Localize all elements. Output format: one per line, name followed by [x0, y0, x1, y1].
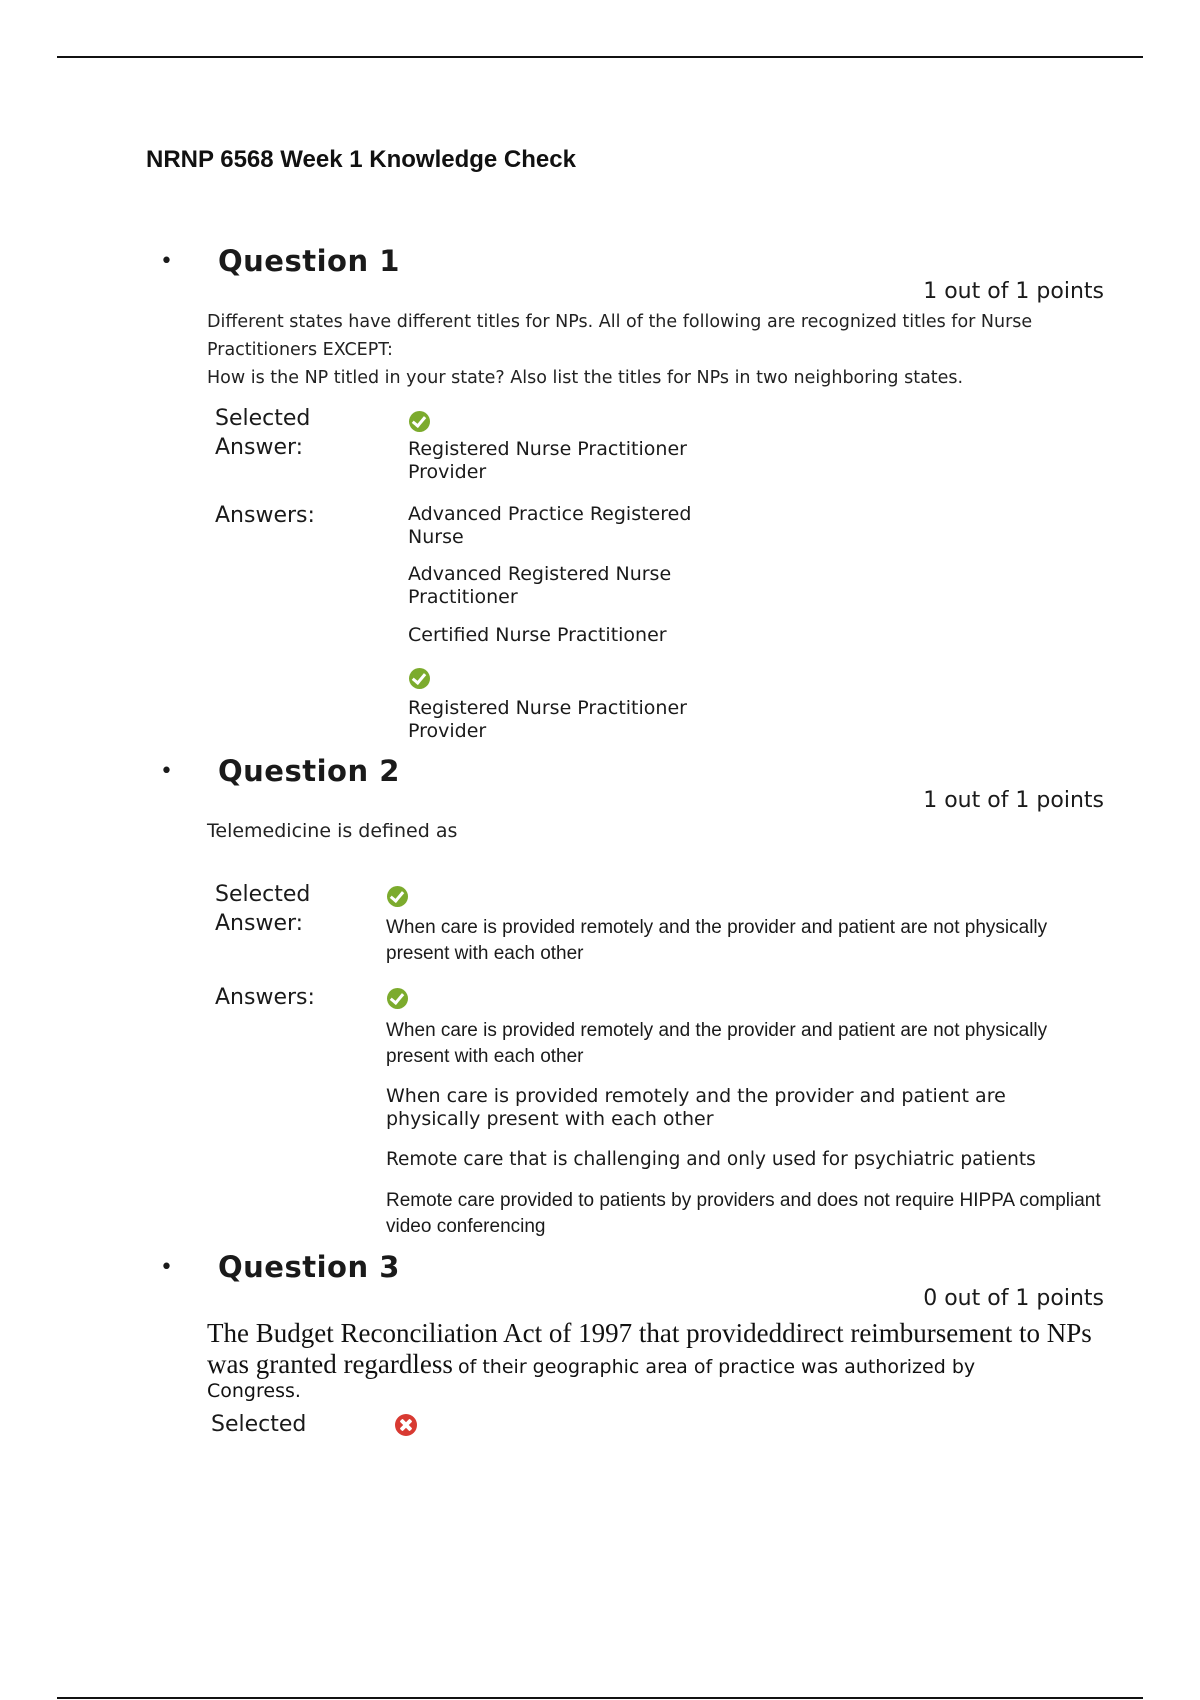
answer-option: Remote care provided to patients by providers and does not require HIPPA compliant video conferencing	[386, 1190, 1101, 1237]
question-2-prompt: Telemedicine is defined as	[207, 820, 458, 842]
check-circle-icon	[387, 988, 408, 1009]
question-2-header	[160, 754, 400, 788]
check-circle-icon	[409, 411, 430, 432]
answer-option: Advanced Practice Registered Nurse	[408, 503, 692, 548]
prompt-line: How is the NP titled in your state? Also list the titles for NPs in two neighboring states.	[207, 368, 964, 388]
question-3-header	[160, 1250, 400, 1284]
prompt-line: Different states have different titles for NPs. All of the following are recognized titles for Nurse	[207, 312, 1033, 332]
label-answer: Answer:	[215, 435, 304, 460]
answers-label: Answers:	[215, 985, 315, 1010]
answer-option-correct: Registered Nurse Practitioner Provider	[408, 697, 687, 742]
question-1-prompt	[207, 308, 1107, 392]
question-2-selected-answer: When care is provided remotely and the provider and patient are not physically present with each other	[386, 917, 1048, 964]
answer-option: Advanced Registered Nurse Practitioner	[408, 563, 672, 608]
check-circle-icon	[387, 886, 408, 907]
x-circle-icon	[395, 1414, 417, 1436]
answer-option: When care is provided remotely and the provider and patient are physically present with each other	[386, 1085, 1006, 1130]
prompt-line: The Budget Reconciliation Act of 1997 that provideddirect reimbursement to NPs	[207, 1318, 1092, 1348]
question-1-header	[160, 244, 400, 278]
selected-label: Selected	[211, 1412, 307, 1437]
document-title: NRNP 6568 Week 1 Knowledge Check	[146, 146, 576, 173]
label-selected: Selected	[215, 406, 311, 431]
bullet: •	[160, 248, 173, 274]
prompt-line-tail: of their geographic area of practice was authorized by	[458, 1356, 976, 1378]
question-3-points: 0 out of 1 points	[923, 1286, 1104, 1311]
selected-answer-label	[215, 404, 310, 462]
prompt-line: Practitioners EXCEPT:	[207, 340, 393, 360]
question-1-selected-answer: Registered Nurse Practitioner Provider	[408, 438, 687, 483]
label-answer: Answer:	[215, 911, 304, 936]
label-selected: Selected	[215, 882, 311, 907]
prompt-line: Congress.	[207, 1380, 301, 1402]
prompt-line: was granted regardless	[207, 1349, 453, 1379]
answer-option: Certified Nurse Practitioner	[408, 624, 667, 646]
question-2-title: Question 2	[218, 754, 400, 788]
question-3-title: Question 3	[218, 1250, 400, 1284]
question-1-title: Question 1	[218, 244, 400, 278]
question-1-points: 1 out of 1 points	[923, 279, 1104, 304]
bullet: •	[160, 758, 173, 784]
answer-option: Remote care that is challenging and only used for psychiatric patients	[386, 1149, 1036, 1170]
bullet: •	[160, 1254, 173, 1280]
question-3-prompt	[207, 1318, 1127, 1402]
bottom-rule	[57, 1697, 1143, 1699]
answers-label: Answers:	[215, 503, 315, 528]
question-2-points: 1 out of 1 points	[923, 788, 1104, 813]
selected-answer-label	[215, 880, 310, 938]
answer-option-correct: When care is provided remotely and the provider and patient are not physically present with each other	[386, 1020, 1048, 1067]
check-circle-icon	[409, 668, 430, 689]
top-rule	[57, 56, 1143, 58]
